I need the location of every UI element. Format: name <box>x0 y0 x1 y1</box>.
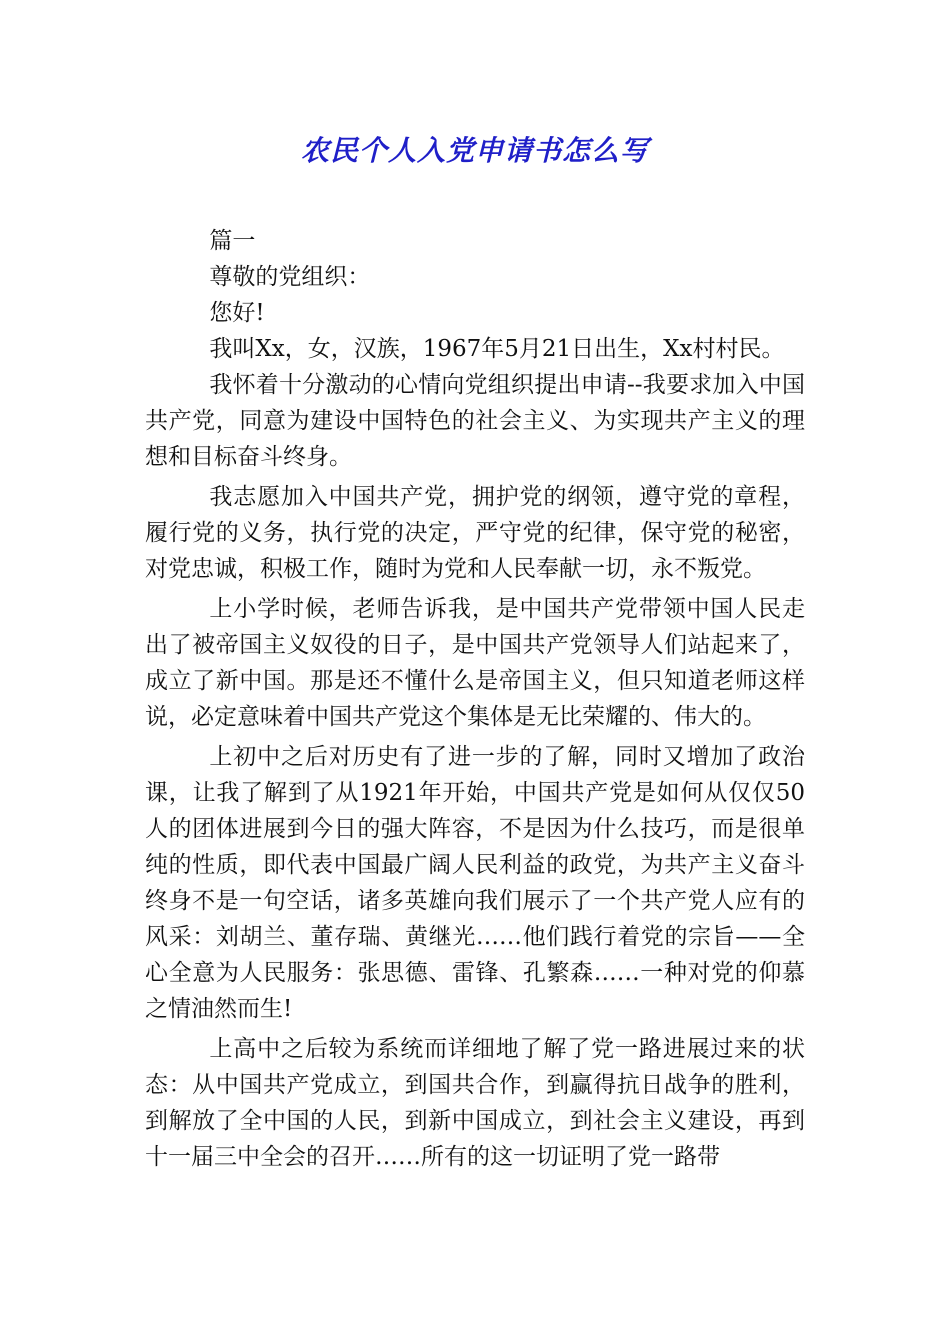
paragraph-primary-school: 上小学时候，老师告诉我，是中国共产党带领中国人民走出了被帝国主义奴役的日子，是中国共产党领导人们站起来了，成立了新中国。那是还不懂什么是帝国主义，但只知道老师这样说，必定意味着中国共产党这个集体是无比荣耀的、伟大的。 <box>145 596 805 730</box>
paragraph-high-school: 上高中之后较为系统而详细地了解了党一路进展过来的状态：从中国共产党成立，到国共合作，到赢得抗日战争的胜利，到解放了全中国的人民，到新中国成立，到社会主义建设，再到十一届三中全会的召开……所有的这一切证明了党一路带 <box>145 1036 805 1170</box>
document-title: 农民个人入党申请书怎么写 <box>300 134 649 167</box>
section-heading: 篇一 <box>209 228 256 254</box>
paragraph-middle-school: 上初中之后对历史有了进一步的了解，同时又增加了政治课，让我了解到了从1921年开始，中国共产党是如何从仅仅50人的团体进展到今日的强大阵容，不是因为什么技巧，而是很单纯的性质，即代表中国最广阔人民利益的政党，为共产主义奋斗终身不是一句空话，诸多英雄向我们展示了一个共产党人应有的风采：刘胡兰、董存瑞、黄继光……他们践行着党的宗旨——全心全意为人民服务：张思德、雷锋、孔繁森……一种对党的仰慕之情油然而生! <box>145 744 805 1022</box>
greeting: 您好! <box>209 300 265 326</box>
paragraph-intro: 我叫Xx，女，汉族，1967年5月21日出生，Xx村村民。 <box>209 336 785 362</box>
document-body <box>145 223 805 1175</box>
paragraph-pledge: 我志愿加入中国共产党，拥护党的纲领，遵守党的章程，履行党的义务，执行党的决定，严守党的纪律，保守党的秘密，对党忠诚，积极工作，随时为党和人民奉献一切，永不叛党。 <box>145 484 805 582</box>
salutation: 尊敬的党组织： <box>209 264 371 290</box>
paragraph-application: 我怀着十分激动的心情向党组织提出申请--我要求加入中国共产党，同意为建设中国特色的社会主义、为实现共产主义的理想和目标奋斗终身。 <box>145 372 805 470</box>
